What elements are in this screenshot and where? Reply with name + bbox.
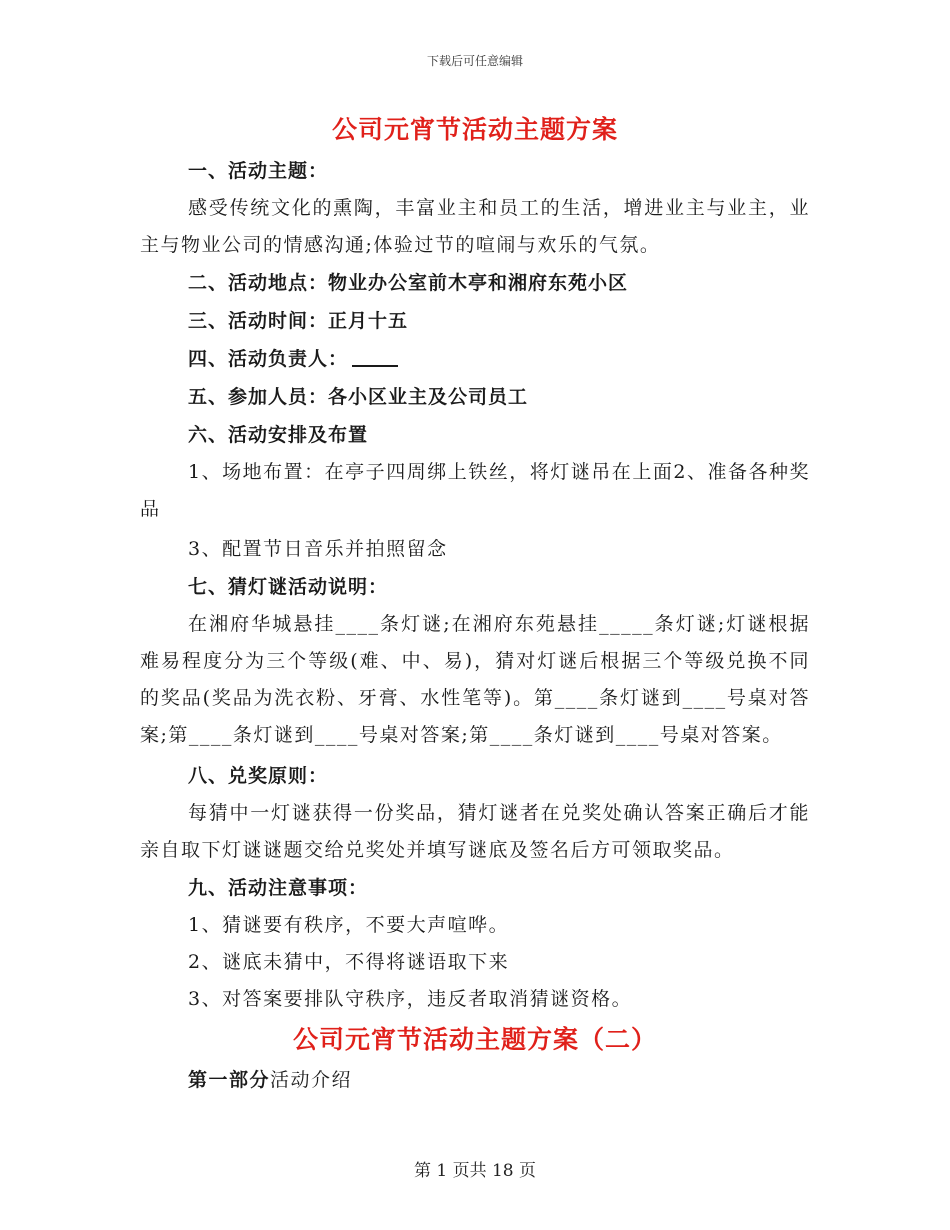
section-8-heading: 八、兑奖原则： (188, 765, 329, 787)
section-6-item-1: 1、场地布置：在亭子四周绑上铁丝，将灯谜吊在上面2、准备各种奖品 (140, 461, 810, 520)
section-7-body: 在湘府华城悬挂____条灯谜;在湘府东苑悬挂_____条灯谜;灯谜根据难易程度分为三个等级(难、中、易)，猜对灯谜后根据三个等级兑换不同的奖品(奖品为洗衣粉、牙膏、水性笔等)。第____条灯谜到____号桌对答案;第____条灯谜到____号桌对答案;第____条灯谜到____号桌对答案。 (140, 613, 810, 746)
part-1-label: 活动介绍 (270, 1069, 353, 1091)
document-title: 公司元宵节活动主题方案 (331, 115, 618, 144)
responsible-person-blank (352, 347, 398, 367)
part-1-bold-label: 第一部分 (188, 1069, 271, 1091)
section-4-label: 四、活动负责人： (188, 348, 349, 370)
document-body (140, 108, 810, 1099)
section-9-item-1: 1、猜谜要有秩序，不要大声喧哗。 (188, 914, 510, 936)
section-5-heading: 五、参加人员：各小区业主及公司员工 (188, 386, 529, 408)
section-2-heading: 二、活动地点：物业办公室前木亭和湘府东苑小区 (188, 272, 629, 294)
section-9-item-3: 3、对答案要排队守秩序，违反者取消猜谜资格。 (188, 988, 633, 1010)
section-8-body: 每猜中一灯谜获得一份奖品，猜灯谜者在兑奖处确认答案正确后才能亲自取下灯谜谜题交给兑奖处并填写谜底及签名后方可领取奖品。 (140, 802, 810, 861)
part-1-heading (140, 1062, 810, 1099)
section-9-heading: 九、活动注意事项： (188, 877, 369, 899)
section-3-heading: 三、活动时间：正月十五 (188, 310, 409, 332)
page-footer: 第 1 页共 18 页 (413, 1161, 537, 1181)
second-document-title: 公司元宵节活动主题方案（二） (292, 1025, 657, 1054)
section-7-heading: 七、猜灯谜活动说明： (188, 576, 389, 598)
section-6-heading: 六、活动安排及布置 (188, 424, 369, 446)
section-4-heading (140, 340, 810, 378)
section-1-body: 感受传统文化的熏陶，丰富业主和员工的生活，增进业主与业主，业主与物业公司的情感沟通;体验过节的喧闹与欢乐的气氛。 (140, 197, 810, 256)
page-header: 下载后可任意编辑 (426, 54, 523, 68)
section-6-item-3: 3、配置节日音乐并拍照留念 (188, 538, 448, 560)
section-1-heading: 一、活动主题： (188, 160, 329, 182)
section-9-item-2: 2、谜底未猜中，不得将谜语取下来 (188, 951, 510, 973)
